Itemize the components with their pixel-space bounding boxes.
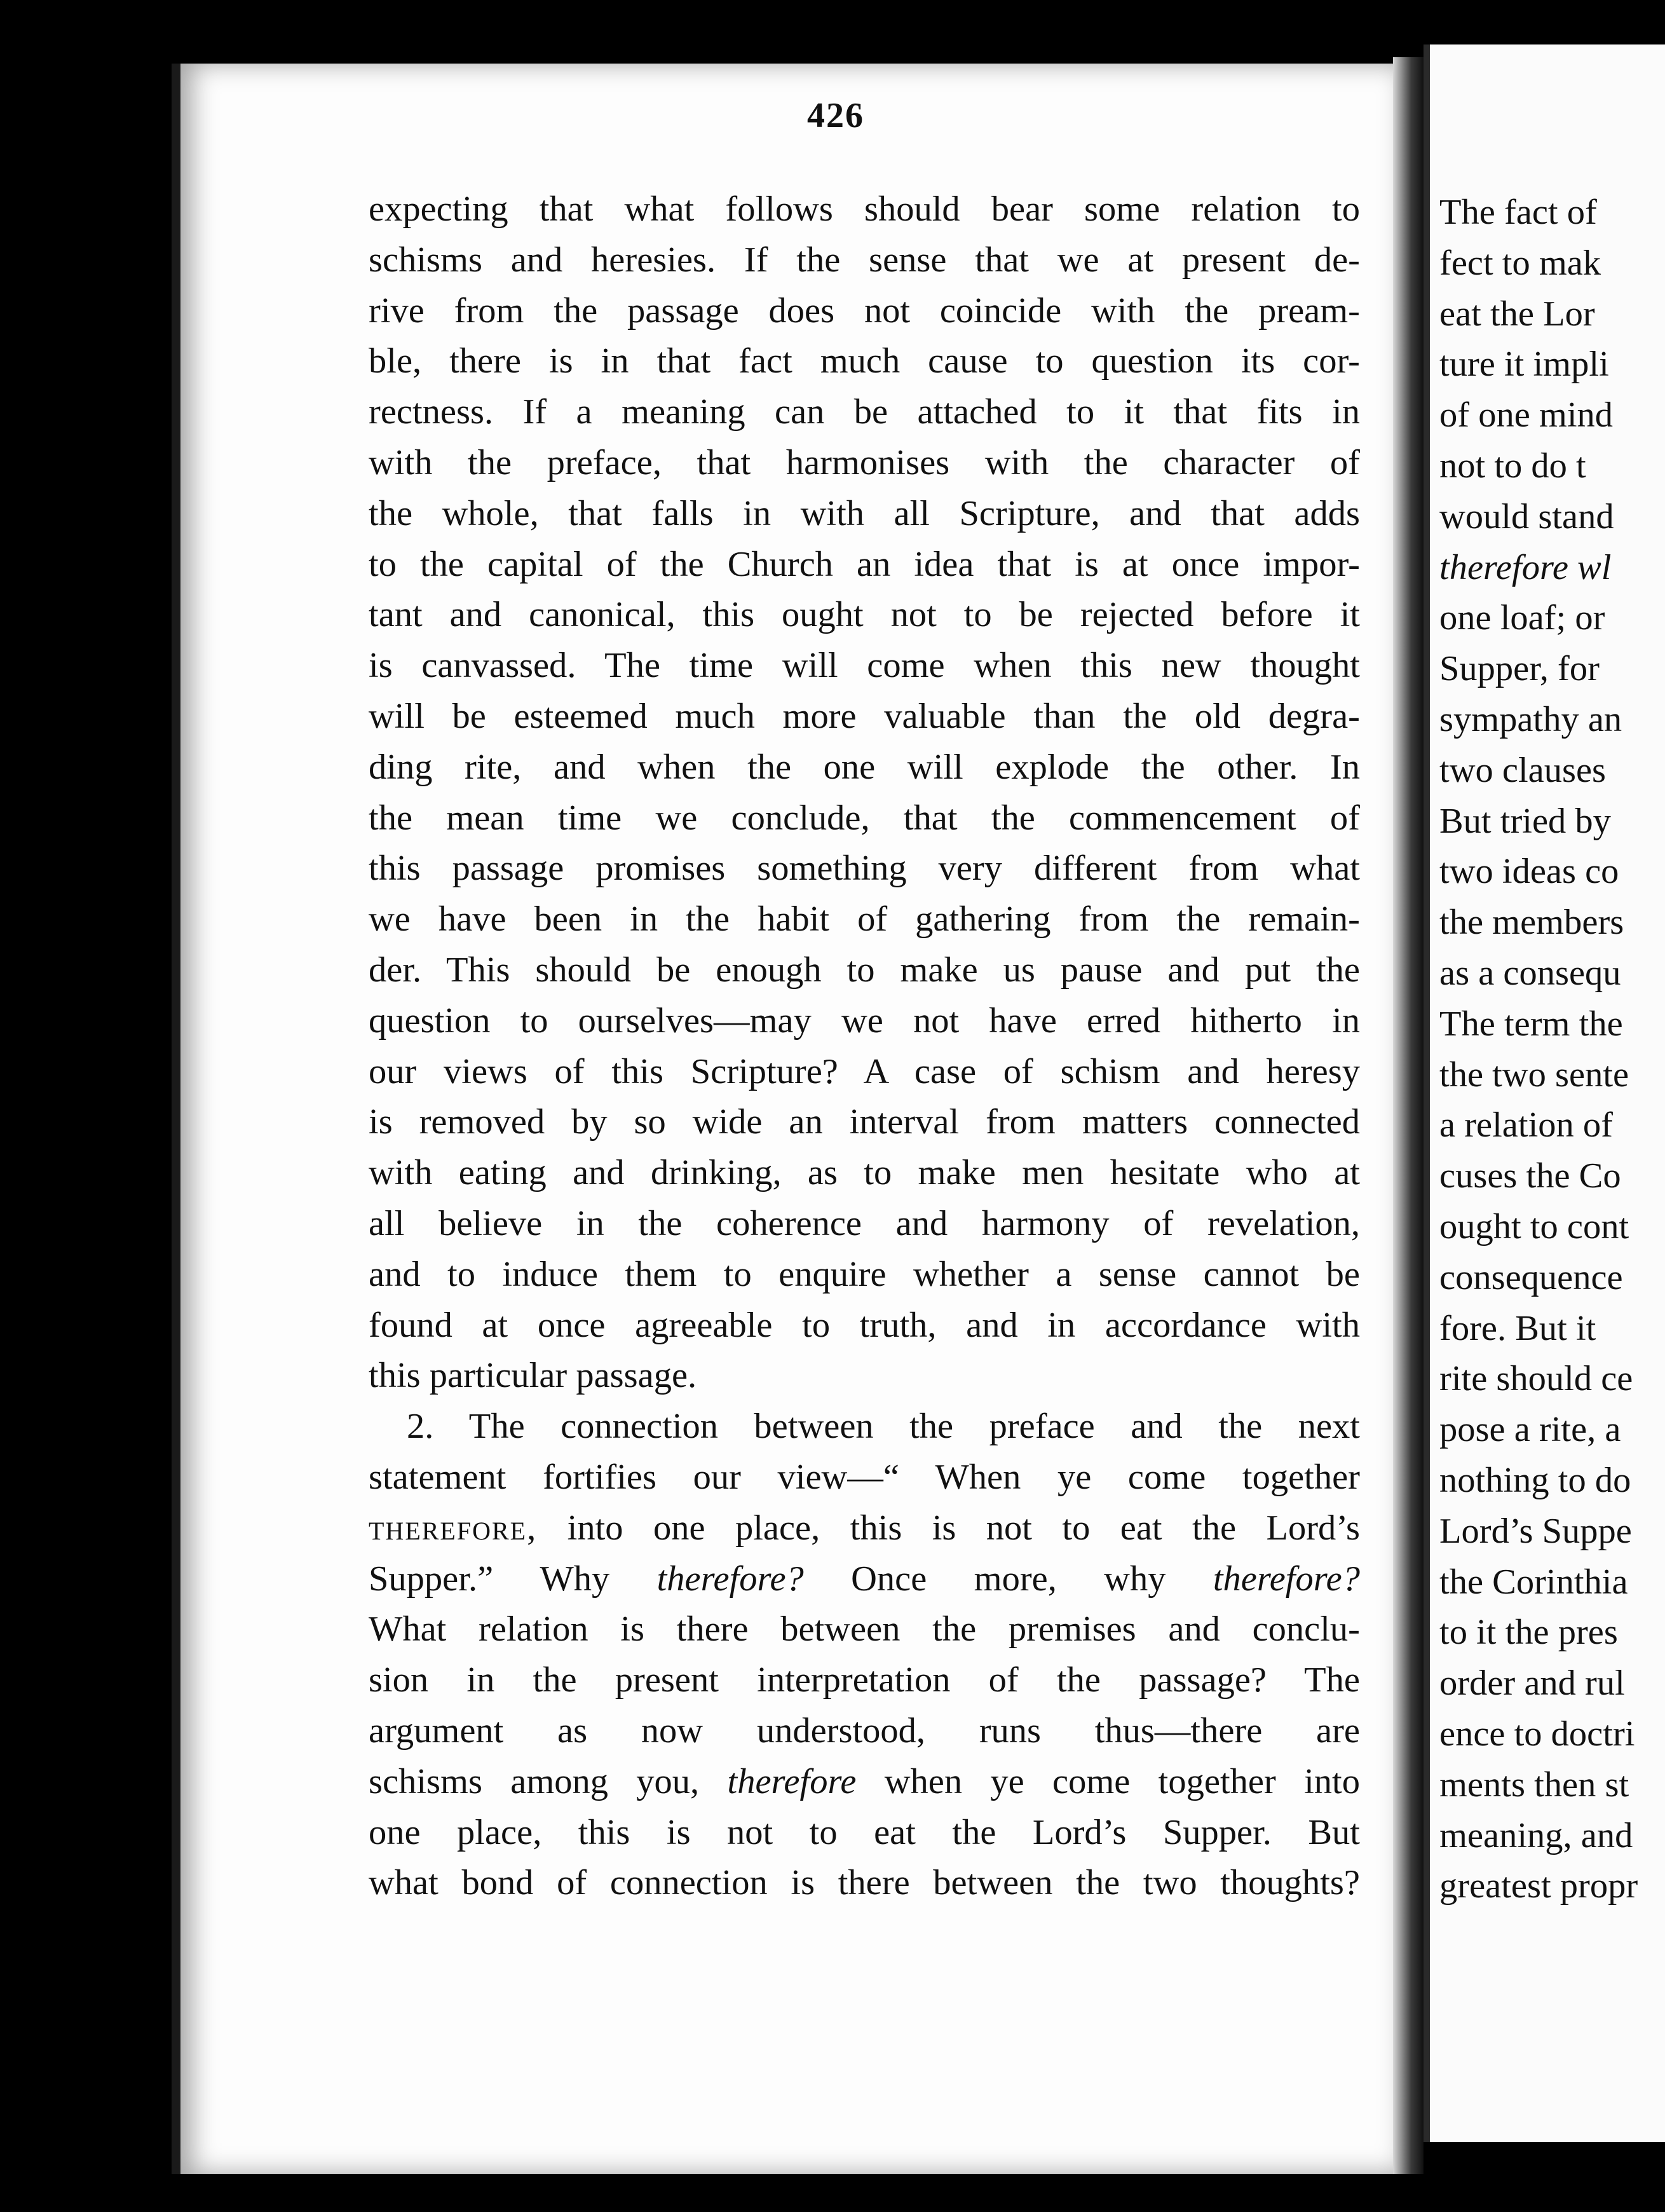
text-line: tant and canonical, this ought not to be rejected before it	[369, 595, 1360, 635]
text-run: Once more, why	[803, 1559, 1213, 1599]
book-gutter	[1393, 57, 1424, 2174]
right-text-line: ought to cont	[1439, 1206, 1629, 1246]
right-text-line: a relation of	[1439, 1105, 1613, 1145]
text-line	[369, 1554, 1360, 1605]
right-text-line: The term the	[1439, 1004, 1623, 1044]
right-text-line	[1439, 543, 1665, 594]
text-line: this passage promises something very different from what	[369, 849, 1360, 889]
right-text-line: The fact of	[1439, 193, 1597, 232]
text-line: ding rite, and when the one will explode the other. In	[369, 747, 1360, 787]
right-text-line: But tried by	[1439, 801, 1611, 841]
right-text-line: the two sente	[1439, 1055, 1629, 1095]
italic-word: therefore?	[656, 1559, 804, 1599]
text-run: into one place, this is not to eat the Lord’s	[537, 1508, 1360, 1548]
right-text-line: two clauses	[1439, 750, 1607, 790]
right-text-line: rite should ce	[1439, 1359, 1633, 1399]
right-text-line: the Corinthia	[1439, 1562, 1628, 1602]
italic-word: therefore wl	[1439, 547, 1612, 587]
italic-word: therefore?	[1213, 1559, 1360, 1599]
right-text-line: Lord’s Suppe	[1439, 1511, 1632, 1551]
right-text-line: of one mind	[1439, 395, 1614, 435]
text-line: argument as now understood, runs thus—there are	[369, 1710, 1360, 1751]
text-run: schisms among you,	[369, 1761, 728, 1801]
right-text-line: ence to doctri	[1439, 1714, 1635, 1754]
right-text-line: pose a rite, a	[1439, 1410, 1621, 1450]
right-text-line: greatest propr	[1439, 1866, 1638, 1906]
text-line: ble, there is in that fact much cause to question its cor-	[369, 341, 1360, 381]
text-line: the whole, that falls in with all Scripture, and that adds	[369, 493, 1360, 533]
text-line: rive from the passage does not coincide with the pream-	[369, 290, 1360, 331]
text-line: der. This should be enough to make us pause and put the	[369, 950, 1360, 990]
right-text-line: one loaf; or	[1439, 598, 1605, 638]
right-text-line: not to do t	[1439, 446, 1586, 486]
text-line: expecting that what follows should bear some relation to	[369, 189, 1360, 229]
text-line: What relation is there between the premises and conclu-	[369, 1609, 1360, 1649]
right-text-line: consequence	[1439, 1257, 1623, 1297]
right-text-line: to it the pres	[1439, 1613, 1618, 1653]
right-text-line: cuses the Co	[1439, 1156, 1621, 1196]
text-line: the mean time we conclude, that the commencement of	[369, 798, 1360, 838]
right-text-line: order and rul	[1439, 1663, 1625, 1703]
right-text-line: fore. But it	[1439, 1308, 1596, 1348]
text-line: our views of this Scripture? A case of schism and heresy	[369, 1051, 1360, 1091]
text-line: is removed by so wide an interval from matters connected	[369, 1102, 1360, 1142]
text-line: what bond of connection is there between the two thoughts?	[369, 1863, 1360, 1903]
small-caps-word: therefore,	[369, 1508, 538, 1548]
text-line: with the preface, that harmonises with the character of	[369, 442, 1360, 482]
right-text-line: sympathy an	[1439, 699, 1622, 739]
right-text-line: nothing to do	[1439, 1460, 1631, 1500]
text-run: Supper.” Why	[369, 1559, 657, 1599]
text-line: we have been in the habit of gathering from the remain-	[369, 899, 1360, 939]
text-line: schisms and heresies. If the sense that we at present de-	[369, 240, 1360, 280]
right-text-line: the members	[1439, 903, 1624, 943]
text-line: found at once agreeable to truth, and in accordance with	[369, 1305, 1360, 1345]
page-number: 426	[807, 96, 864, 135]
italic-word: therefore	[727, 1761, 857, 1801]
text-line	[369, 1503, 1360, 1554]
text-line: all believe in the coherence and harmony of revelation,	[369, 1203, 1360, 1243]
right-text-line: two ideas co	[1439, 852, 1619, 892]
text-line: is canvassed. The time will come when this new thought	[369, 646, 1360, 686]
right-text-line: fect to mak	[1439, 243, 1601, 283]
right-text-line: ture it impli	[1439, 345, 1609, 385]
right-text-line: eat the Lor	[1439, 294, 1595, 334]
text-line: rectness. If a meaning can be attached to it that fits in	[369, 392, 1360, 432]
text-line: sion in the present interpretation of the passage? The	[369, 1660, 1360, 1700]
text-line: statement fortifies our view—“ When ye come together	[369, 1457, 1360, 1497]
right-text-line: ments then st	[1439, 1765, 1629, 1805]
right-text-line: meaning, and	[1439, 1815, 1633, 1855]
text-line: question to ourselves—may we not have erred hitherto in	[369, 1000, 1360, 1041]
right-text-line: would stand	[1439, 496, 1614, 536]
text-line: one place, this is not to eat the Lord’s Supper. But	[369, 1812, 1360, 1852]
text-line: and to induce them to enquire whether a sense cannot be	[369, 1254, 1360, 1294]
text-run: when ye come together into	[856, 1761, 1360, 1801]
text-line: this particular passage.	[369, 1356, 697, 1396]
text-line	[369, 1757, 1360, 1808]
right-text-line: as a consequ	[1439, 953, 1621, 993]
text-line: with eating and drinking, as to make men hesitate who at	[369, 1153, 1360, 1193]
text-line: to the capital of the Church an idea that is at once impor-	[369, 544, 1360, 584]
right-text-line: Supper, for	[1439, 649, 1600, 689]
text-line: 2. The connection between the preface and the next	[407, 1407, 1360, 1447]
right-page-text	[1439, 188, 1665, 1912]
left-page-text	[369, 184, 1360, 1909]
text-line: will be esteemed much more valuable than the old degra-	[369, 696, 1360, 736]
